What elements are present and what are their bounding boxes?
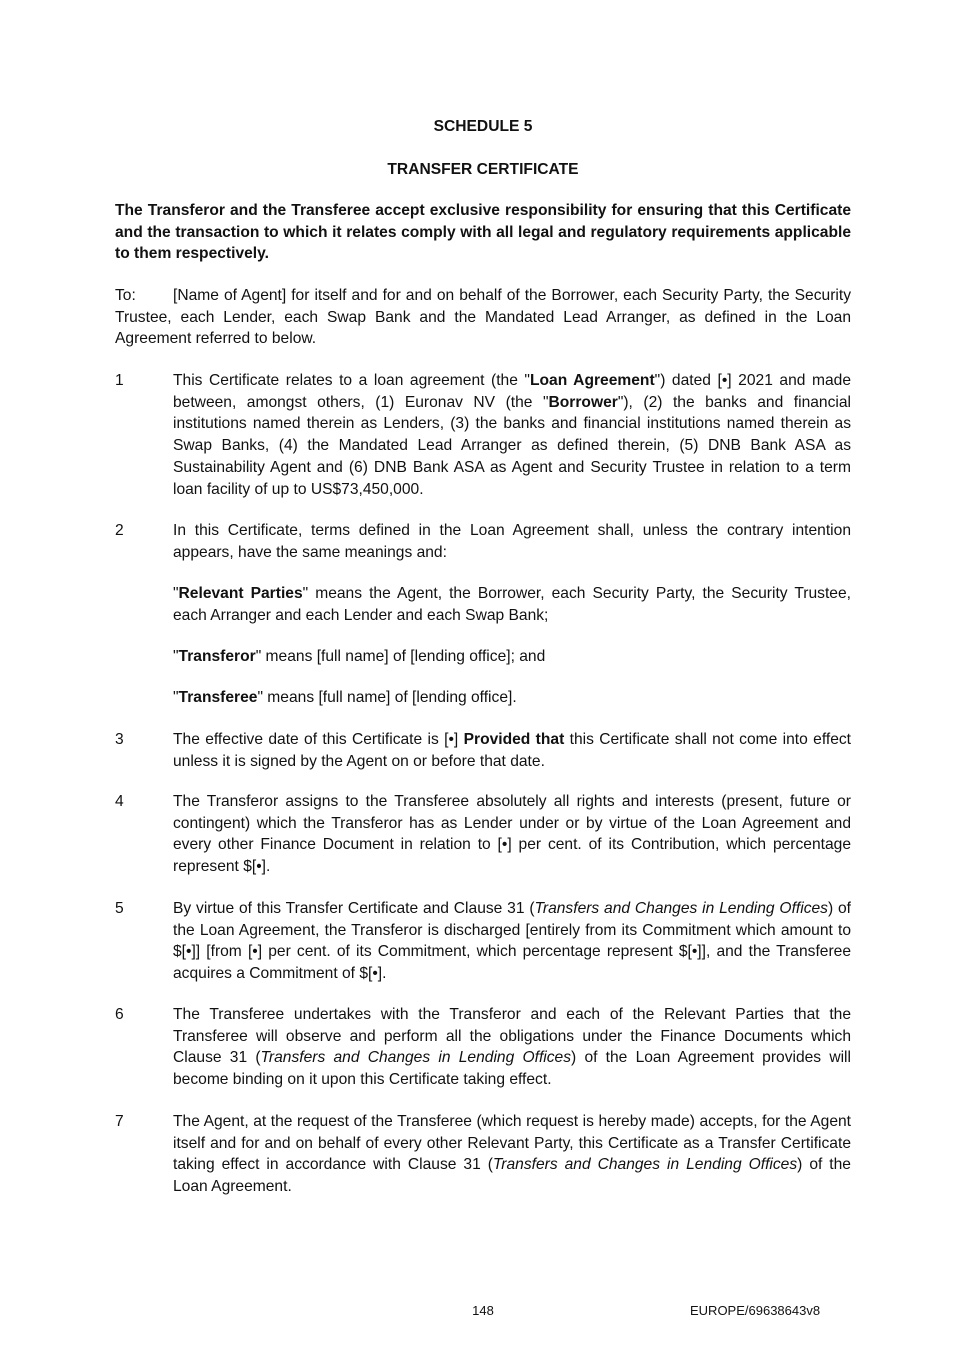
clause-text-part: The Agent, at the request of the Transferee (which request is hereby made) accepts, for the Agent itself and for and on behalf of every other Relevant Party, this Certificate as a Transfer Certificate taking effect in accordance with Clause 31 (: [173, 1113, 851, 1174]
defined-term: Transferee: [178, 689, 258, 706]
definition-transferee: [173, 687, 851, 709]
clause-text-part: this Certificate shall not come into effect unless it is signed by the Agent on or before that date.: [173, 731, 852, 770]
definition-transferor: [173, 646, 851, 668]
defined-term: Relevant Parties: [178, 585, 303, 602]
clause-text: [173, 898, 851, 985]
clause-number: 3: [115, 731, 124, 748]
clause-title-italic: Transfers and Changes in Lending Offices: [534, 900, 828, 917]
clause-text-part: By virtue of this Transfer Certificate and Clause 31 (: [173, 900, 535, 917]
clause-number: 7: [115, 1113, 124, 1130]
defined-term: Transferor: [178, 648, 256, 665]
responsibility-warning: The Transferor and the Transferee accept exclusive responsibility for ensuring that this Certificate and the transaction to which it relates comply with all legal and regulatory requirements applicable to them respectively.: [115, 202, 851, 263]
defined-term: Borrower: [548, 393, 618, 411]
clause-number: 6: [115, 1006, 124, 1023]
clause-text-part: This Certificate relates to a loan agreement (the ": [173, 372, 530, 389]
addressee-paragraph: [115, 285, 851, 350]
clause-text: [173, 729, 851, 772]
clause-text: The Transferor assigns to the Transferee absolutely all rights and interests (present, future or contingent) which the Transferor has as Lender under or by virtue of the Loan Agreement and every other Finance Document in relation to [•] per cent. of its Contribution, which percentage represent $[•].: [173, 793, 851, 876]
clause-number: 5: [115, 900, 124, 917]
defined-term: Loan Agreement: [529, 372, 655, 389]
clause-text-part: ) of the Loan Agreement.: [173, 1156, 851, 1196]
clause-number: 2: [115, 522, 124, 539]
clause-text: [173, 370, 851, 500]
document-page: [115, 0, 851, 1365]
clause-text-part: The Transferee undertakes with the Transferor and each of the Relevant Parties that the Transferee will observe and perform all the obligations under the Finance Documents which Clause 31 (: [173, 1006, 851, 1067]
clause-text-part: "), (2) the banks and financial institutions named therein as Lenders, (3) the banks and financial institutions named therein as Swap Banks, (4) the Mandated Lead Arranger as defined therein, (5) DNB Bank ASA as Sustainability Agent and (6) DNB Bank ASA as Agent and Security Trustee in relation to a term loan facility of up to US$73,450,000.: [173, 393, 851, 498]
document-reference: EUROPE/69638643v8: [690, 1303, 821, 1318]
page-number: 148: [472, 1303, 494, 1318]
clause-title-italic: Transfers and Changes in Lending Offices: [260, 1049, 572, 1067]
definition-relevant-parties: [173, 583, 851, 626]
clause-title-italic: Transfers and Changes in Lending Offices: [492, 1156, 798, 1174]
definition-text: " means [full name] of [lending office].: [257, 689, 517, 706]
defined-term: Provided that: [463, 731, 565, 748]
certificate-title: TRANSFER CERTIFICATE: [387, 161, 579, 178]
quote-mark: ": [173, 689, 179, 706]
clause-number: 1: [115, 372, 124, 389]
clause-text-part: The effective date of this Certificate is [•]: [173, 731, 464, 748]
clause-text: [173, 1111, 851, 1198]
schedule-heading: SCHEDULE 5: [433, 118, 533, 135]
clause-text-part: ) of the Loan Agreement provides will become binding on it upon this Certificate taking effect.: [173, 1049, 851, 1089]
quote-mark: ": [173, 648, 179, 665]
clause-text: [173, 1004, 851, 1091]
addressee-text: [Name of Agent] for itself and for and on behalf of the Borrower, each Security Party, the Security Trustee, each Lender, each Swap Bank and the Mandated Lead Arranger, as defined in the Loan Agreement referred to below.: [115, 287, 851, 348]
clause-number: 4: [115, 793, 124, 810]
definition-text: " means [full name] of [lending office]; and: [255, 648, 546, 665]
addressee-label: To:: [115, 287, 136, 304]
definition-text: " means the Agent, the Borrower, each Security Party, the Security Trustee, each Arranger and each Lender and each Swap Bank;: [173, 585, 851, 624]
quote-mark: ": [173, 585, 179, 602]
clause-text-part: ") dated [•] 2021 and made between, amongst others, (1) Euronav NV (the ": [173, 372, 851, 411]
clause-text-part: ) of the Loan Agreement, the Transferor is discharged [entirely from its Commitment which amount to $[•]] [from [•] per cent. of its Commitment, which percentage represent $[•]], and the Transferee acquires a Commitment of $[•].: [173, 900, 851, 983]
clause-text: In this Certificate, terms defined in the Loan Agreement shall, unless the contrary intention appears, have the same meanings and:: [173, 522, 851, 561]
